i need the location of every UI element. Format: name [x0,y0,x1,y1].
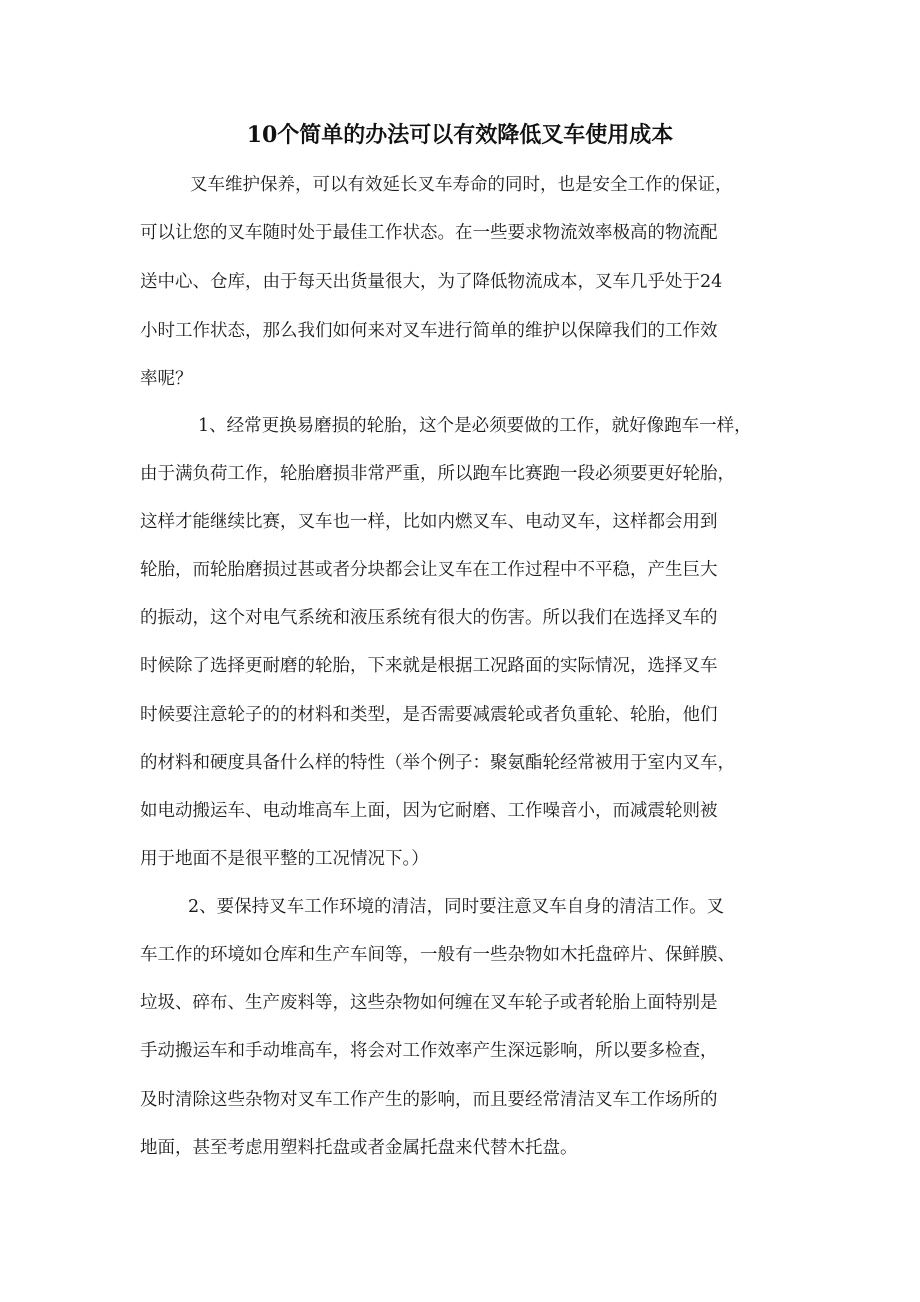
paragraph-line: 垃圾、碎布、生产废料等，这些杂物如何缠在叉车轮子或者轮胎上面特别是 [140,993,718,1013]
paragraph-line: 轮胎，而轮胎磨损过甚或者分块都会让叉车在工作过程中不平稳，产生巨大 [140,560,718,580]
paragraph-line: 率呢？ [140,369,193,389]
paragraph-line: 车工作的环境如仓库和生产车间等，一般有一些杂物如木托盘碎片、保鲜膜、 [140,945,735,965]
paragraph-line: 小时工作状态，那么我们如何来对叉车进行简单的维护以保障我们的工作效 [140,321,718,341]
paragraph-line: 的材料和硬度具备什么样的特性（举个例子：聚氨酯轮经常被用于室内叉车， [140,753,735,773]
paragraph-line: 这样才能继续比赛，叉车也一样，比如内燃叉车、电动叉车，这样都会用到 [140,512,718,532]
paragraph-line: 叉车维护保养，可以有效延长叉车寿命的同时，也是安全工作的保证， [190,175,733,195]
paragraph-line: 1、经常更换易磨损的轮胎，这个是必须要做的工作，就好像跑车一样， [198,416,752,436]
paragraph-line: 如电动搬运车、电动堆高车上面，因为它耐磨、工作噪音小，而减震轮则被 [140,801,718,821]
paragraph-line: 由于满负荷工作，轮胎磨损非常严重，所以跑车比赛跑一段必须要更好轮胎， [140,464,735,484]
paragraph-line: 2、要保持叉车工作环境的清洁，同时要注意叉车自身的清洁工作。叉 [188,897,725,917]
paragraph-line: 送中心、仓库，由于每天出货量很大，为了降低物流成本，叉车几乎处于24 [140,272,723,292]
paragraph-line: 及时清除这些杂物对叉车工作产生的影响，而且要经常清洁叉车工作场所的 [140,1090,718,1110]
paragraph-line: 时候要注意轮子的的材料和类型，是否需要减震轮或者负重轮、轮胎，他们 [140,705,718,725]
paragraph-line: 手动搬运车和手动堆高车，将会对工作效率产生深远影响，所以要多检查， [140,1041,718,1061]
paragraph-line: 的振动，这个对电气系统和液压系统有很大的伤害。所以我们在选择叉车的 [140,608,718,628]
paragraph-line: 可以让您的叉车随时处于最佳工作状态。在一些要求物流效率极高的物流配 [140,223,718,243]
paragraph-line: 时候除了选择更耐磨的轮胎，下来就是根据工况路面的实际情况，选择叉车 [140,656,718,676]
paragraph-line: 地面，甚至考虑用塑料托盘或者金属托盘来代替木托盘。 [140,1138,578,1158]
document-title: 10个简单的办法可以有效降低叉车使用成本 [246,122,674,148]
paragraph-line: 用于地面不是很平整的工况情况下。） [140,849,429,869]
